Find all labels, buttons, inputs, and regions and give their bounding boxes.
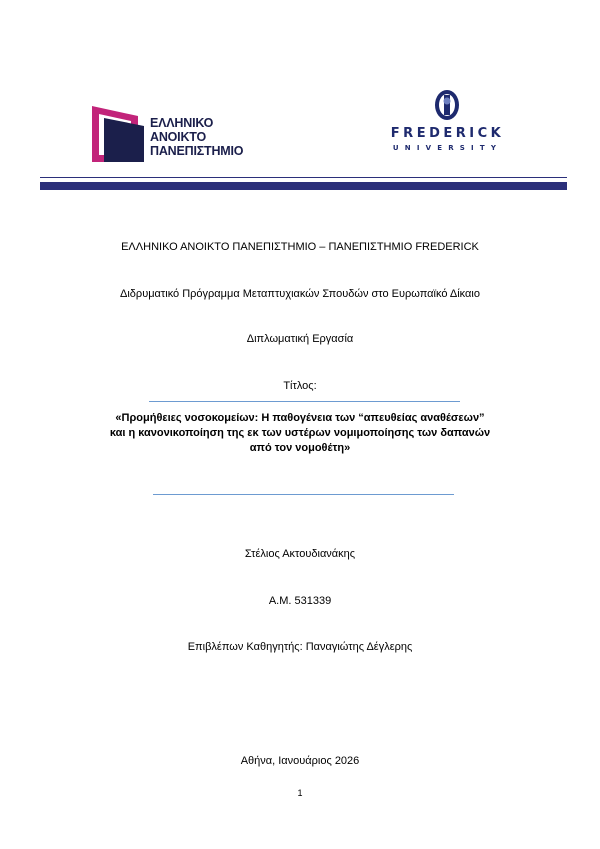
frederick-crest-icon bbox=[433, 88, 461, 122]
document-type: Διπλωματική Εργασία bbox=[246, 333, 354, 345]
header-rule-thin bbox=[40, 177, 567, 178]
eap-emblem-icon bbox=[90, 104, 150, 164]
header-rule-thick bbox=[40, 182, 567, 190]
institutions-heading: ΕΛΛΗΝΙΚΟ ΑΝΟΙΚΤΟ ΠΑΝΕΠΙΣΤΗΜΙΟ – ΠΑΝΕΠΙΣΤΗΜΙΟ FREDERICK bbox=[121, 241, 479, 253]
thesis-title bbox=[60, 411, 540, 456]
place-date: Αθήνα, Ιανουάριος 2026 bbox=[240, 755, 360, 767]
title-bottom-divider bbox=[153, 494, 454, 495]
eap-logo-line1: ΕΛΛΗΝΙΚΟ bbox=[150, 116, 214, 130]
frederick-logo-name: FREDERICK bbox=[390, 126, 505, 141]
title-label: Τίτλος: bbox=[283, 380, 317, 392]
program-name: Διδρυματικό Πρόγραμμα Μεταπτυχιακών Σπουδών στο Ευρωπαϊκό Δίκαιο bbox=[120, 288, 480, 300]
frederick-logo-subtitle: UNIVERSITY bbox=[392, 144, 503, 152]
supervisor: Επιβλέπων Καθηγητής: Παναγιώτης Δέγλερης bbox=[187, 641, 413, 653]
page-number: 1 bbox=[297, 788, 303, 798]
eap-logo-line2: ΑΝΟΙΚΤΟ bbox=[150, 130, 207, 144]
author-name: Στέλιος Ακτουδιανάκης bbox=[244, 548, 356, 560]
thesis-title-line3: από τον νομοθέτη» bbox=[249, 442, 351, 454]
eap-logo-line3: ΠΑΝΕΠΙΣΤΗΜΙΟ bbox=[150, 144, 244, 158]
thesis-title-line2: και η κανονικοποίηση της εκ των υστέρων νομιμοποίησης των δαπανών bbox=[109, 427, 491, 439]
title-top-divider bbox=[149, 401, 460, 402]
student-id: Α.Μ. 531339 bbox=[268, 595, 332, 607]
hellenic-open-university-logo bbox=[90, 104, 260, 164]
eap-logo-text bbox=[150, 116, 243, 158]
thesis-title-line1: «Προμήθειες νοσοκομείων: Η παθογένεια των “απευθείας αναθέσεων” bbox=[115, 412, 485, 424]
frederick-university-logo bbox=[385, 88, 510, 158]
